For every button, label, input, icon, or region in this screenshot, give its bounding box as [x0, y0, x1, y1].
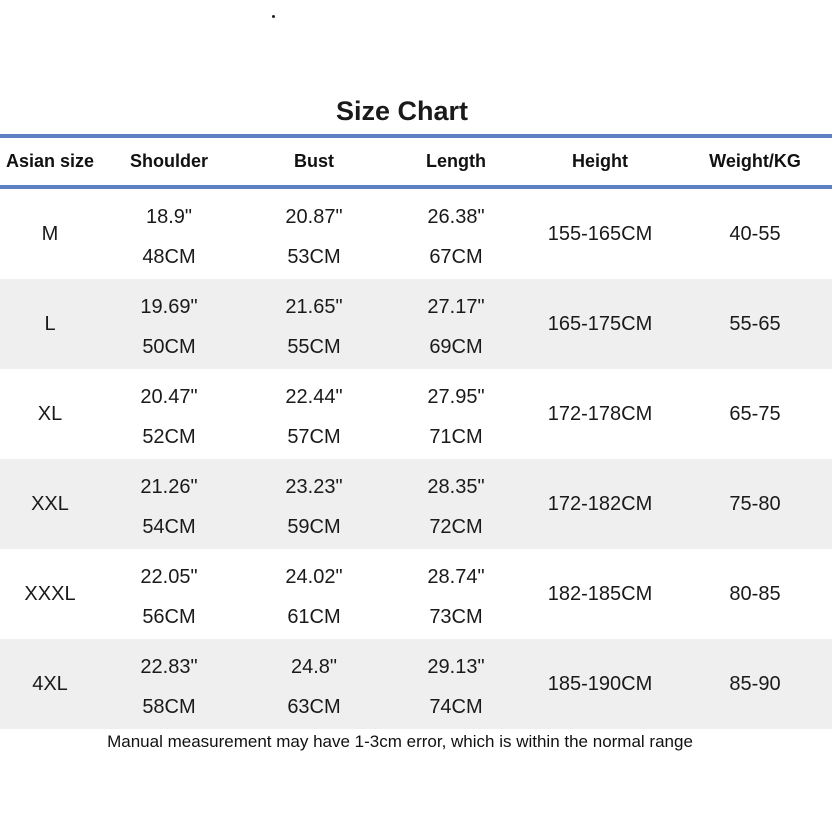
bust-cell-value: 59CM	[287, 516, 341, 538]
size-cell-value: XXXL	[24, 583, 76, 605]
size-cell	[0, 549, 100, 639]
column-header-shoulder: Shoulder	[129, 151, 208, 171]
measurement-note-text: Manual measurement may have 1-3cm error, which is within the normal range	[107, 732, 693, 751]
measurement-note	[0, 729, 832, 752]
size-cell-value: M	[41, 223, 59, 245]
weight-cell	[678, 369, 832, 459]
length-cell-value: 71CM	[429, 426, 483, 448]
bust-cell	[238, 639, 390, 729]
size-cell-value: 4XL	[32, 673, 68, 695]
shoulder-cell-value: 50CM	[142, 336, 196, 358]
weight-cell	[678, 549, 832, 639]
shoulder-cell	[100, 279, 238, 369]
length-cell	[390, 459, 522, 549]
length-cell-value: 74CM	[429, 696, 483, 718]
weight-cell	[678, 459, 832, 549]
shoulder-cell-value: 19.69"	[140, 296, 198, 318]
column-header-weight: Weight/KG	[709, 151, 801, 171]
shoulder-cell-value: 58CM	[142, 696, 196, 718]
size-cell	[0, 459, 100, 549]
shoulder-cell-value: 22.83"	[140, 656, 198, 678]
height-cell-value: 172-182CM	[547, 493, 653, 515]
bust-cell-value: 55CM	[287, 336, 341, 358]
weight-cell-value: 80-85	[729, 583, 781, 605]
height-cell	[522, 189, 678, 279]
length-cell	[390, 549, 522, 639]
size-cell-value: XXL	[31, 493, 69, 515]
bust-cell-value: 61CM	[287, 606, 341, 628]
bust-cell	[238, 189, 390, 279]
size-cell	[0, 639, 100, 729]
column-header-length: Length	[426, 151, 486, 171]
table-row-l	[0, 279, 832, 369]
shoulder-cell-value: 52CM	[142, 426, 196, 448]
height-cell-value: 172-178CM	[547, 403, 653, 425]
bust-cell	[238, 459, 390, 549]
shoulder-cell-value: 54CM	[142, 516, 196, 538]
shoulder-cell-value: 18.9"	[145, 206, 193, 228]
shoulder-cell-value: 48CM	[142, 246, 196, 268]
length-cell-value: 72CM	[429, 516, 483, 538]
height-cell-value: 185-190CM	[547, 673, 653, 695]
table-row-xxl	[0, 459, 832, 549]
weight-cell-value: 55-65	[729, 313, 781, 335]
size-cell	[0, 369, 100, 459]
bust-cell	[238, 369, 390, 459]
shoulder-cell-value: 21.26"	[140, 476, 198, 498]
column-header-bust: Bust	[294, 151, 334, 171]
height-cell	[522, 459, 678, 549]
bust-cell-value: 23.23"	[285, 476, 343, 498]
table-row-m	[0, 189, 832, 279]
length-cell-value: 29.13"	[427, 656, 485, 678]
bust-cell-value: 24.8"	[290, 656, 338, 678]
bust-cell	[238, 279, 390, 369]
dot-artifact	[272, 15, 275, 18]
size-cell	[0, 279, 100, 369]
length-cell-value: 28.35"	[427, 476, 485, 498]
shoulder-cell-value: 22.05"	[140, 566, 198, 588]
shoulder-cell	[100, 639, 238, 729]
bust-cell-value: 22.44"	[285, 386, 343, 408]
length-cell-value: 69CM	[429, 336, 483, 358]
length-cell-value: 27.17"	[427, 296, 485, 318]
shoulder-cell	[100, 459, 238, 549]
size-chart-table	[0, 134, 832, 729]
bust-cell-value: 24.02"	[285, 566, 343, 588]
height-cell	[522, 369, 678, 459]
bust-cell-value: 21.65"	[285, 296, 343, 318]
bust-cell-value: 20.87"	[285, 206, 343, 228]
weight-cell-value: 75-80	[729, 493, 781, 515]
weight-cell	[678, 639, 832, 729]
length-cell	[390, 279, 522, 369]
shoulder-cell	[100, 189, 238, 279]
length-cell	[390, 369, 522, 459]
height-cell	[522, 279, 678, 369]
length-cell	[390, 189, 522, 279]
page-title	[0, 0, 832, 127]
shoulder-cell	[100, 369, 238, 459]
shoulder-cell-value: 56CM	[142, 606, 196, 628]
column-header-height: Height	[572, 151, 628, 171]
weight-cell-value: 85-90	[729, 673, 781, 695]
size-cell-value: XL	[37, 403, 63, 425]
length-cell	[390, 639, 522, 729]
bust-cell	[238, 549, 390, 639]
shoulder-cell-value: 20.47"	[140, 386, 198, 408]
weight-cell-value: 65-75	[729, 403, 781, 425]
table-header-row	[0, 134, 832, 189]
table-row-xl	[0, 369, 832, 459]
table-row-4xl	[0, 639, 832, 729]
table-body	[0, 189, 832, 729]
shoulder-cell	[100, 549, 238, 639]
bust-cell-value: 57CM	[287, 426, 341, 448]
bust-cell-value: 63CM	[287, 696, 341, 718]
size-cell	[0, 189, 100, 279]
column-header-asian-size: Asian size	[5, 151, 95, 171]
height-cell-value: 165-175CM	[547, 313, 653, 335]
table-row-xxxl	[0, 549, 832, 639]
weight-cell	[678, 279, 832, 369]
length-cell-value: 67CM	[429, 246, 483, 268]
length-cell-value: 28.74"	[427, 566, 485, 588]
page-title-text: Size Chart	[335, 96, 469, 126]
height-cell	[522, 639, 678, 729]
length-cell-value: 27.95"	[427, 386, 485, 408]
weight-cell-value: 40-55	[729, 223, 781, 245]
weight-cell	[678, 189, 832, 279]
length-cell-value: 73CM	[429, 606, 483, 628]
size-cell-value: L	[44, 313, 56, 335]
height-cell	[522, 549, 678, 639]
height-cell-value: 155-165CM	[547, 223, 653, 245]
bust-cell-value: 53CM	[287, 246, 341, 268]
length-cell-value: 26.38"	[427, 206, 485, 228]
height-cell-value: 182-185CM	[547, 583, 653, 605]
